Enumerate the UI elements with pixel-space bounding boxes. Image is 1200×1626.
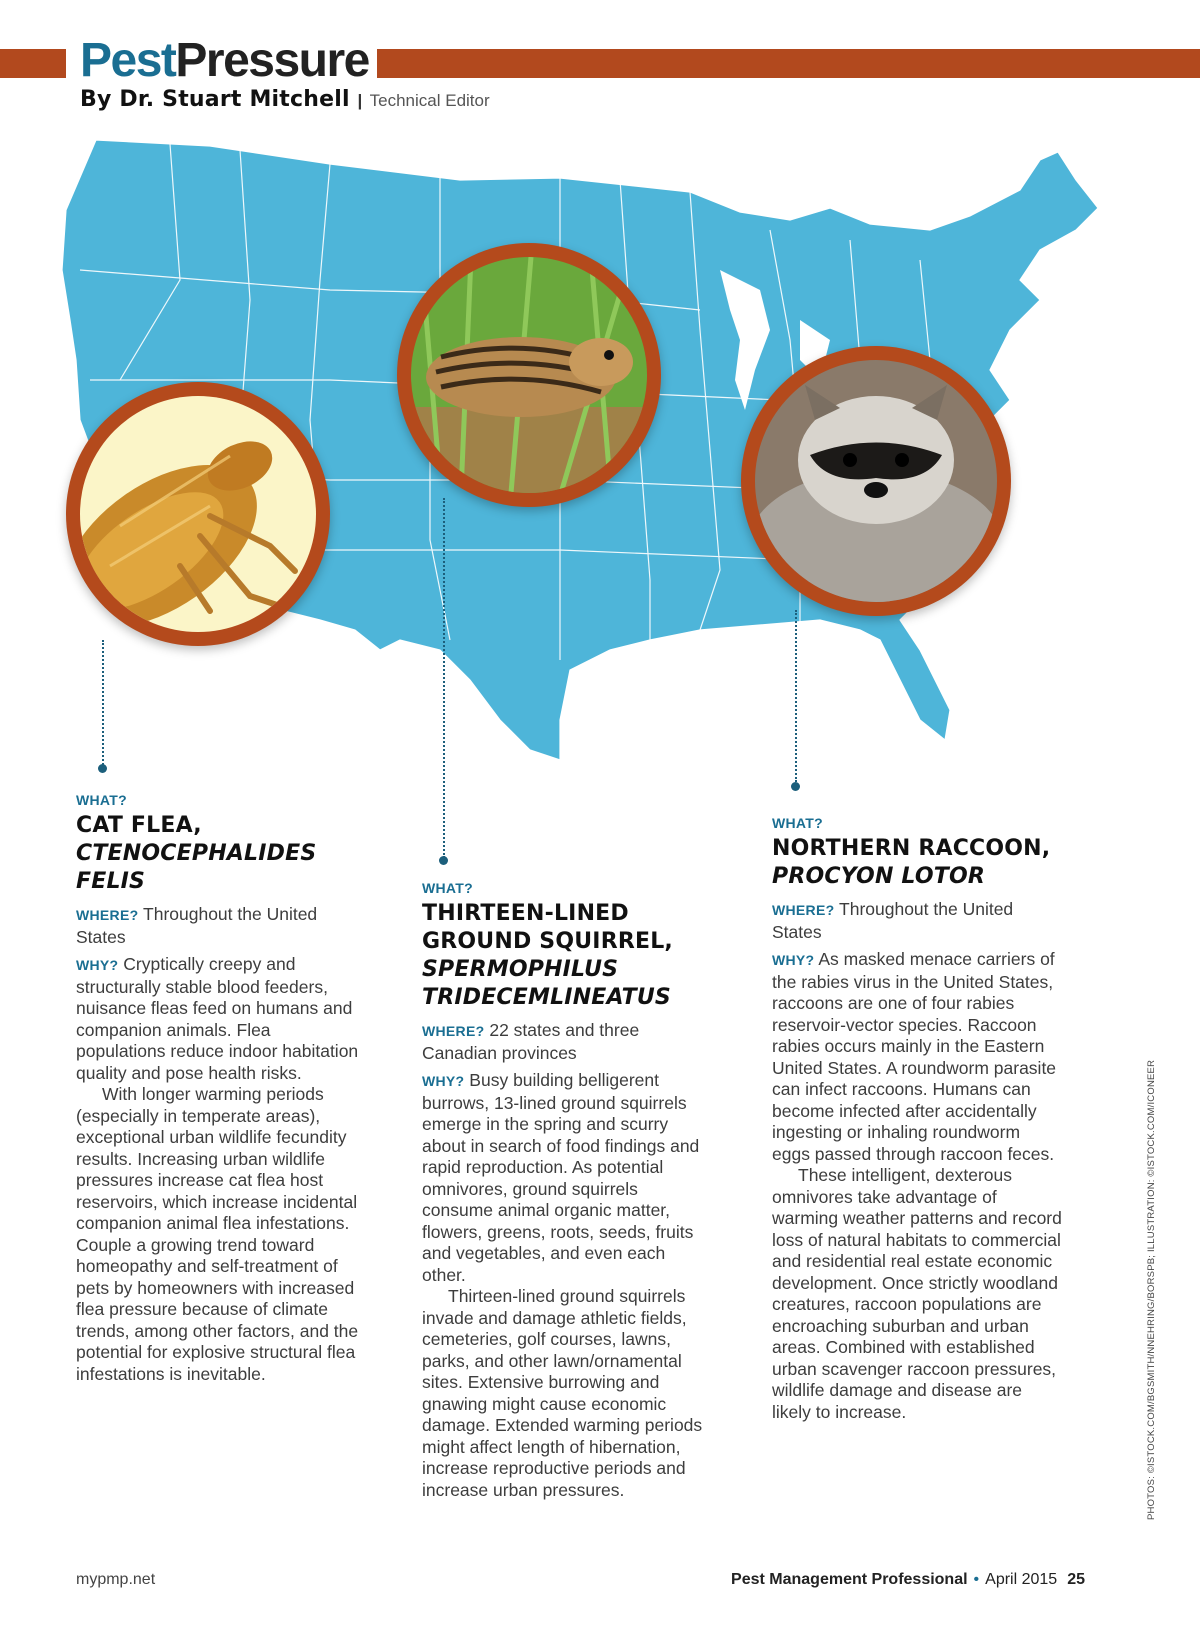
why-text: As masked menace carriers of the rabies virus in the United States, raccoons are one of four rabies reservoir-vector species. Raccoon rabies occurs mainly in the Eastern United States. A roundworm parasite can infect raccoons. Humans can become infected after accidentally ingesting or inhaling roundworm eggs passed through raccoon feces.	[772, 949, 1057, 1164]
pest-column-ground-squirrel	[422, 878, 712, 1501]
flea-photo	[66, 382, 330, 646]
where-paragraph	[772, 899, 1062, 943]
scientific-name-line2: FELIS	[76, 869, 146, 894]
common-name: CAT FLEA,	[76, 813, 202, 838]
body-paragraph-2: Thirteen-lined ground squirrels invade and damage athletic fields, cemeteries, golf courses, lawns, parks, and other lawn/ornamental sites. Extensive burrowing and gnawing might cause economic damage. Extended warming periods might affect length of hibernation, increase reproductive periods and increase urban pressures.	[422, 1286, 703, 1500]
byline-separator: |	[357, 91, 363, 110]
magazine-name: Pest Management Professional	[731, 1571, 968, 1588]
photo-credit: PHOTOS: ©ISTOCK.COM/BGSMITH/NNEHRING/BORSPB; ILLUSTRATION: ©ISTOCK.COM/ICONEER	[1146, 1059, 1157, 1520]
why-paragraph	[76, 954, 361, 1084]
why-label: WHY?	[422, 1073, 465, 1089]
common-name: NORTHERN RACCOON,	[772, 836, 1051, 861]
pest-description	[76, 904, 361, 1385]
why-paragraph	[422, 1070, 712, 1286]
pest-name	[76, 812, 361, 896]
why-text: Cryptically creepy and structurally stable blood feeders, nuisance fleas feed on humans and companion animals. Flea populations reduce indoor habitation quality and pose health risks.	[76, 954, 359, 1083]
flea-leader-dot	[98, 764, 107, 773]
header-rule-left	[0, 49, 66, 78]
pest-description	[422, 1020, 712, 1501]
where-label: WHERE?	[76, 907, 139, 923]
scientific-name-line2: TRIDECEMLINEATUS	[422, 985, 671, 1010]
ground-squirrel-photo	[397, 243, 661, 507]
footer-publication	[731, 1571, 1085, 1589]
scientific-name-line1: SPERMOPHILUS	[422, 957, 619, 982]
where-label: WHERE?	[772, 902, 835, 918]
raccoon-leader-dot	[791, 782, 800, 791]
pest-column-cat-flea	[76, 790, 361, 1385]
title-part-pressure: Pressure	[175, 34, 369, 87]
where-paragraph	[422, 1020, 712, 1064]
scientific-name-line1: CTENOCEPHALIDES	[76, 841, 317, 866]
common-name-line1: THIRTEEN-LINED	[422, 901, 629, 926]
author-name: By Dr. Stuart Mitchell	[80, 87, 350, 112]
where-label: WHERE?	[422, 1023, 485, 1039]
raccoon-icon	[755, 360, 997, 602]
page-title	[80, 34, 369, 88]
pest-name	[772, 835, 1062, 891]
why-label: WHY?	[76, 957, 119, 973]
where-text: Throughout the United States	[76, 904, 318, 947]
where-paragraph	[76, 904, 361, 948]
raccoon-leader-line	[795, 610, 797, 782]
byline	[80, 86, 490, 114]
why-paragraph	[772, 949, 1062, 1165]
pest-column-raccoon	[772, 813, 1062, 1423]
flea-leader-line	[102, 640, 104, 765]
body-paragraph-2: These intelligent, dexterous omnivores take advantage of warming weather patterns and record loss of natural habitats to commercial and residential real estate economic development. Once strictly woodland creatures, raccoon populations are encroaching suburban and urban areas. Combined with established urban scavenger raccoon pressures, wildlife damage and disease are likely to increase.	[772, 1165, 1062, 1422]
author-role: Technical Editor	[369, 91, 490, 110]
footer-bullet: •	[973, 1571, 980, 1588]
pest-description	[772, 899, 1062, 1423]
footer-website: mypmp.net	[76, 1571, 156, 1588]
what-label: WHAT?	[772, 815, 823, 831]
why-text: Busy building belligerent burrows, 13-lined ground squirrels emerge in the spring and scurry about in search of food findings and rapid reproduction. As potential omnivores, ground squirrels consume animal organic matter, flowers, greens, roots, seeds, fruits and vegetables, and even each other.	[422, 1070, 700, 1285]
what-label: WHAT?	[76, 792, 127, 808]
what-label: WHAT?	[422, 880, 473, 896]
issue-date: April 2015	[985, 1571, 1058, 1588]
header-rule-right	[377, 49, 1200, 78]
raccoon-photo	[741, 346, 1011, 616]
title-part-pest: Pest	[80, 34, 176, 87]
squirrel-leader-dot	[439, 856, 448, 865]
body-paragraph-2: With longer warming periods (especially in temperate areas), exceptional urban wildlife fecundity results. Increasing urban wildlife pressures increase cat flea host reservoirs, which increase incidental companion animal flea infestations. Couple a growing trend toward homeopathy and self-treatment of pets by homeowners with increased flea pressure because of climate trends, among other factors, and the potential for explosive structural flea infestations is inevitable.	[76, 1084, 359, 1384]
common-name-line2: GROUND SQUIRREL,	[422, 929, 673, 954]
where-text: 22 states and three Canadian provinces	[422, 1020, 640, 1063]
where-text: Throughout the United States	[772, 899, 1014, 942]
flea-icon	[80, 396, 316, 632]
ground-squirrel-icon	[411, 257, 647, 493]
why-label: WHY?	[772, 952, 815, 968]
page-number: 25	[1067, 1571, 1085, 1588]
squirrel-leader-line	[443, 498, 445, 858]
pest-name	[422, 900, 712, 1012]
scientific-name: PROCYON LOTOR	[772, 864, 986, 889]
